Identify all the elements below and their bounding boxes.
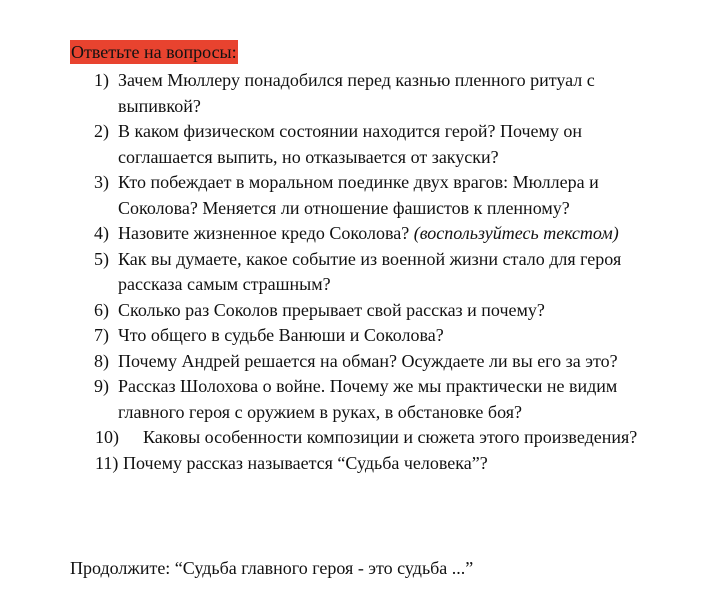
question-list [0,68,720,476]
question-number: 5) [94,248,109,269]
question-text: Почему Андрей решается на обман? Осуждаете ли вы его за это? [118,350,618,371]
question-item-6 [0,298,648,324]
question-item-3 [0,170,648,221]
question-number: 10) [95,427,119,447]
question-text: Кто побеждает в моральном поединке двух врагов: Мюллера и Соколова? Меняется ли отношение фашистов к пленному? [118,172,599,218]
final-prompt: Продолжите: “Судьба главного героя - это судьба ...” [70,558,474,578]
question-text: Что общего в судьбе Ванюши и Соколова? [118,325,444,345]
question-number: 8) [94,350,109,371]
question-item-5 [0,247,648,298]
question-text: Сколько раз Соколов прерывает свой рассказ и почему? [118,299,545,320]
question-number: 7) [94,325,109,345]
question-item-10 [0,425,648,451]
question-number: 2) [94,121,109,141]
question-text: Назовите жизненное кредо Соколова? [118,223,410,243]
question-hint: (воспользуйтесь текстом) [413,223,619,243]
question-text: Каковы особенности композиции и сюжета этого произведения? [143,427,638,447]
question-item-2 [0,119,648,170]
section-heading: Ответьте на вопросы: [71,42,237,62]
question-number: 6) [94,299,109,320]
question-number: 11) [95,452,119,473]
question-text: Почему рассказ называется “Судьба человека”? [123,452,488,473]
question-item-1 [0,68,648,119]
question-number: 9) [94,376,109,396]
question-item-8 [0,349,648,375]
question-text: Зачем Мюллеру понадобился перед казнью пленного ритуал с выпивкой? [118,70,595,116]
question-item-11 [0,451,653,477]
question-text: В каком физическом состоянии находится герой? Почему он соглашается выпить, но отказывается от закуски? [118,121,583,167]
question-number: 3) [94,172,109,192]
question-item-9 [0,374,648,425]
question-text: Рассказ Шолохова о войне. Почему же мы практически не видим главного героя с оружием в руках, в обстановке боя? [118,376,618,422]
question-number: 4) [94,223,109,243]
question-item-7 [0,323,648,349]
question-number: 1) [94,70,109,90]
question-item-4 [0,221,648,247]
question-text: Как вы думаете, какое событие из военной жизни стало для героя рассказа самым страшным? [118,248,622,294]
